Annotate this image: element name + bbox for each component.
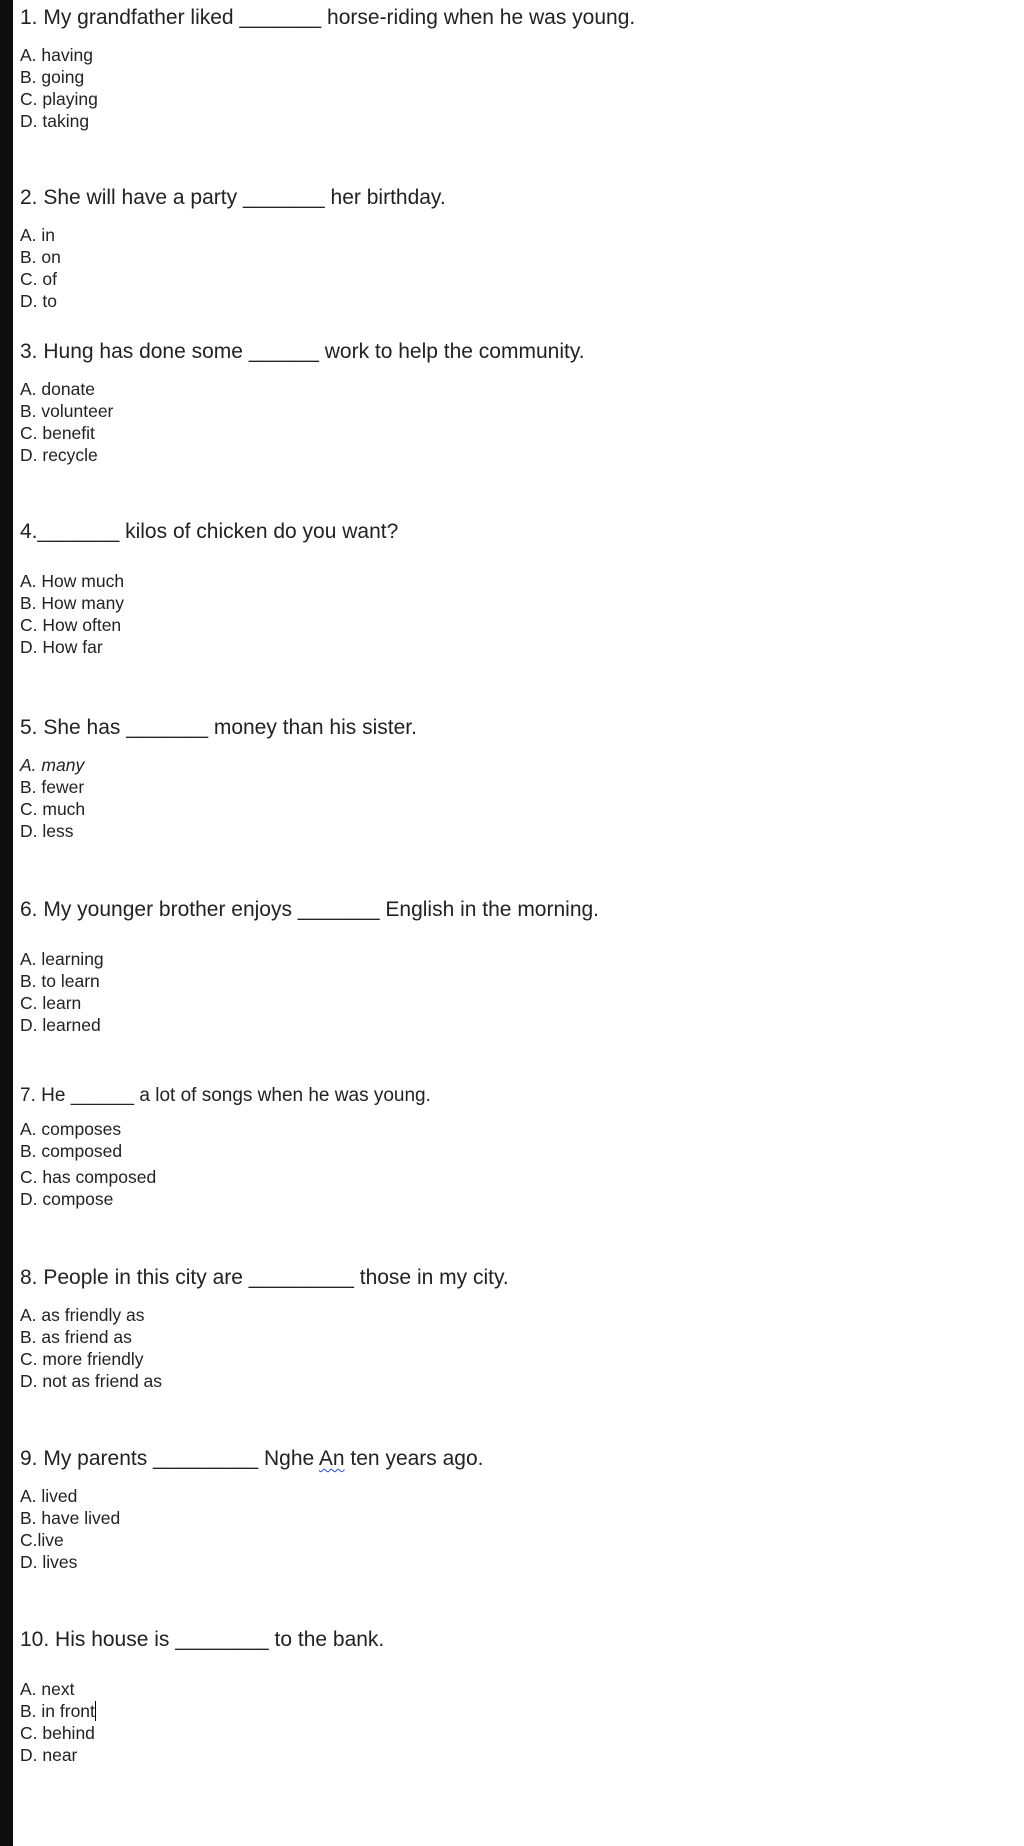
question-6-options bbox=[20, 948, 1024, 1036]
question-9-options bbox=[20, 1485, 1024, 1573]
option-b: B. going bbox=[20, 67, 85, 87]
option-b: B. to learn bbox=[20, 971, 100, 991]
option-a: A. How much bbox=[20, 571, 125, 591]
question-5-options bbox=[20, 754, 1024, 842]
option-b: B. on bbox=[20, 247, 61, 267]
option-d: D. near bbox=[20, 1745, 78, 1765]
option-c: C. much bbox=[20, 799, 86, 819]
option-b bbox=[20, 1700, 1024, 1722]
question-4-stem: 4._______ kilos of chicken do you want? bbox=[20, 520, 399, 543]
option-d: D. How far bbox=[20, 637, 103, 657]
option-d: D. lives bbox=[20, 1552, 78, 1572]
question-2-options bbox=[20, 224, 1024, 312]
option-b: B. fewer bbox=[20, 777, 85, 797]
question-3-options bbox=[20, 378, 1024, 466]
option-b: B. have lived bbox=[20, 1508, 121, 1528]
question-7 bbox=[20, 1084, 1024, 1210]
option-a: A. learning bbox=[20, 949, 104, 969]
option-a: A. donate bbox=[20, 379, 95, 399]
option-d: D. less bbox=[20, 821, 74, 841]
question-9 bbox=[20, 1447, 1024, 1573]
question-1 bbox=[20, 6, 1024, 132]
question-6 bbox=[20, 898, 1024, 1036]
option-c: C. has composed bbox=[20, 1167, 157, 1187]
question-7-stem: 7. He ______ a lot of songs when he was young. bbox=[20, 1085, 431, 1106]
question-3-stem: 3. Hung has done some ______ work to help the community. bbox=[20, 340, 585, 363]
question-2-stem: 2. She will have a party _______ her birthday. bbox=[20, 186, 446, 209]
question-9-stem-start: 9. My parents _________ Nghe bbox=[20, 1447, 319, 1470]
option-a: A. next bbox=[20, 1679, 75, 1699]
question-10 bbox=[20, 1628, 1024, 1766]
question-10-stem: 10. His house is ________ to the bank. bbox=[20, 1628, 385, 1651]
option-d: D. to bbox=[20, 291, 57, 311]
option-d: D. not as friend as bbox=[20, 1371, 163, 1391]
question-8-stem: 8. People in this city are _________ those in my city. bbox=[20, 1266, 509, 1289]
question-4-options bbox=[20, 570, 1024, 658]
question-5-stem: 5. She has _______ money than his sister. bbox=[20, 716, 417, 739]
option-a: A. in bbox=[20, 225, 56, 245]
option-a: A. having bbox=[20, 45, 93, 65]
question-5 bbox=[20, 716, 1024, 842]
option-a: A. composes bbox=[20, 1119, 122, 1139]
option-b: B. as friend as bbox=[20, 1327, 132, 1347]
question-4 bbox=[20, 520, 1024, 658]
question-2 bbox=[20, 186, 1024, 312]
question-8-options bbox=[20, 1304, 1024, 1392]
option-c: C. playing bbox=[20, 89, 98, 109]
question-1-stem: 1. My grandfather liked _______ horse-riding when he was young. bbox=[20, 6, 636, 29]
option-b: B. volunteer bbox=[20, 401, 114, 421]
option-c: C. of bbox=[20, 269, 57, 289]
question-9-stem-end: ten years ago. bbox=[344, 1447, 484, 1470]
option-d: D. compose bbox=[20, 1189, 114, 1209]
option-b: B. How many bbox=[20, 593, 125, 613]
option-c: C.live bbox=[20, 1530, 64, 1550]
question-7-options bbox=[20, 1118, 1024, 1210]
option-c: C. learn bbox=[20, 993, 82, 1013]
option-d: D. learned bbox=[20, 1015, 101, 1035]
option-b-text: B. in front bbox=[20, 1701, 95, 1721]
spellcheck-marked-word: An bbox=[318, 1447, 345, 1470]
option-c: C. behind bbox=[20, 1723, 95, 1743]
option-c: C. benefit bbox=[20, 423, 95, 443]
question-9-stem bbox=[20, 1447, 1024, 1471]
option-c: C. more friendly bbox=[20, 1349, 144, 1369]
question-1-options bbox=[20, 44, 1024, 132]
question-10-options bbox=[20, 1678, 1024, 1766]
question-8 bbox=[20, 1266, 1024, 1392]
option-a: A. many bbox=[20, 755, 85, 775]
option-d: D. recycle bbox=[20, 445, 98, 465]
question-6-stem: 6. My younger brother enjoys _______ English in the morning. bbox=[20, 898, 600, 921]
option-d: D. taking bbox=[20, 111, 90, 131]
option-b: B. composed bbox=[20, 1141, 123, 1161]
option-a: A. as friendly as bbox=[20, 1305, 145, 1325]
text-cursor bbox=[95, 1701, 96, 1721]
option-a: A. lived bbox=[20, 1486, 78, 1506]
question-3 bbox=[20, 340, 1024, 466]
option-c: C. How often bbox=[20, 615, 122, 635]
